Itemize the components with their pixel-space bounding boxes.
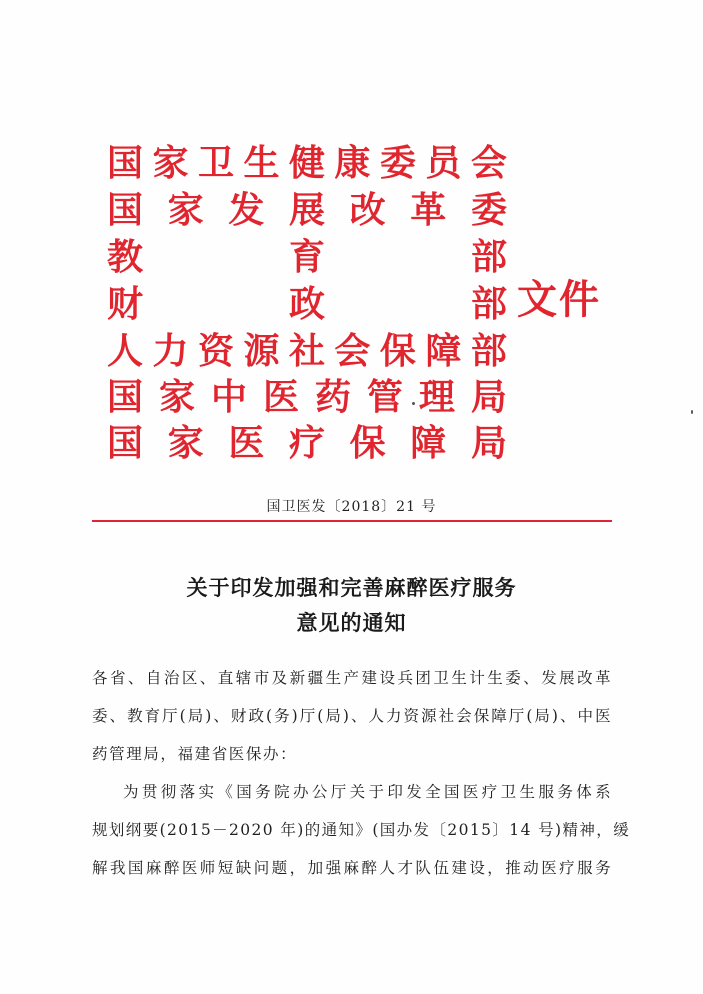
issuer-natcm: 国 家 中 医 药 管 理 局 bbox=[107, 376, 507, 418]
document-number: 国卫医发〔2018〕21 号 bbox=[266, 499, 437, 515]
issuer-nhc: 国 家 卫 生 健 康 委 员 会 bbox=[107, 142, 507, 184]
body-line: 药管理局，福建省医保办： bbox=[92, 745, 298, 763]
body-line: 委、教育厅(局)、财政(务)厅(局)、人力资源社会保障厅(局)、中医 bbox=[92, 707, 612, 725]
issuer-mof: 财 政 部 bbox=[107, 283, 507, 325]
document-word: 文件 bbox=[517, 276, 601, 323]
issuer-moe: 教 育 部 bbox=[107, 236, 507, 278]
notice-title-line-1: 关于印发加强和完善麻醉医疗服务 bbox=[186, 575, 517, 600]
notice-title-line-2: 意见的通知 bbox=[296, 610, 407, 635]
issuer-ndrc: 国 家 发 展 改 革 委 bbox=[107, 189, 507, 231]
scan-speck bbox=[412, 402, 415, 405]
issuer-mohrss: 人 力 资 源 社 会 保 障 部 bbox=[107, 330, 507, 372]
body-line: 规划纲要(2015－2020 年)的通知》(国办发〔2015〕14 号)精神，缓 bbox=[92, 821, 631, 839]
body-line: 解我国麻醉医师短缺问题，加强麻醉人才队伍建设，推动医疗服务 bbox=[92, 859, 612, 877]
scan-speck bbox=[691, 410, 693, 414]
issuer-nhsa: 国 家 医 疗 保 障 局 bbox=[107, 422, 507, 464]
body-line: 为贯彻落实《国务院办公厅关于印发全国医疗卫生服务体系 bbox=[123, 783, 612, 801]
red-separator-line bbox=[92, 520, 612, 522]
body-line: 各省、自治区、直辖市及新疆生产建设兵团卫生计生委、发展改革 bbox=[92, 669, 612, 687]
